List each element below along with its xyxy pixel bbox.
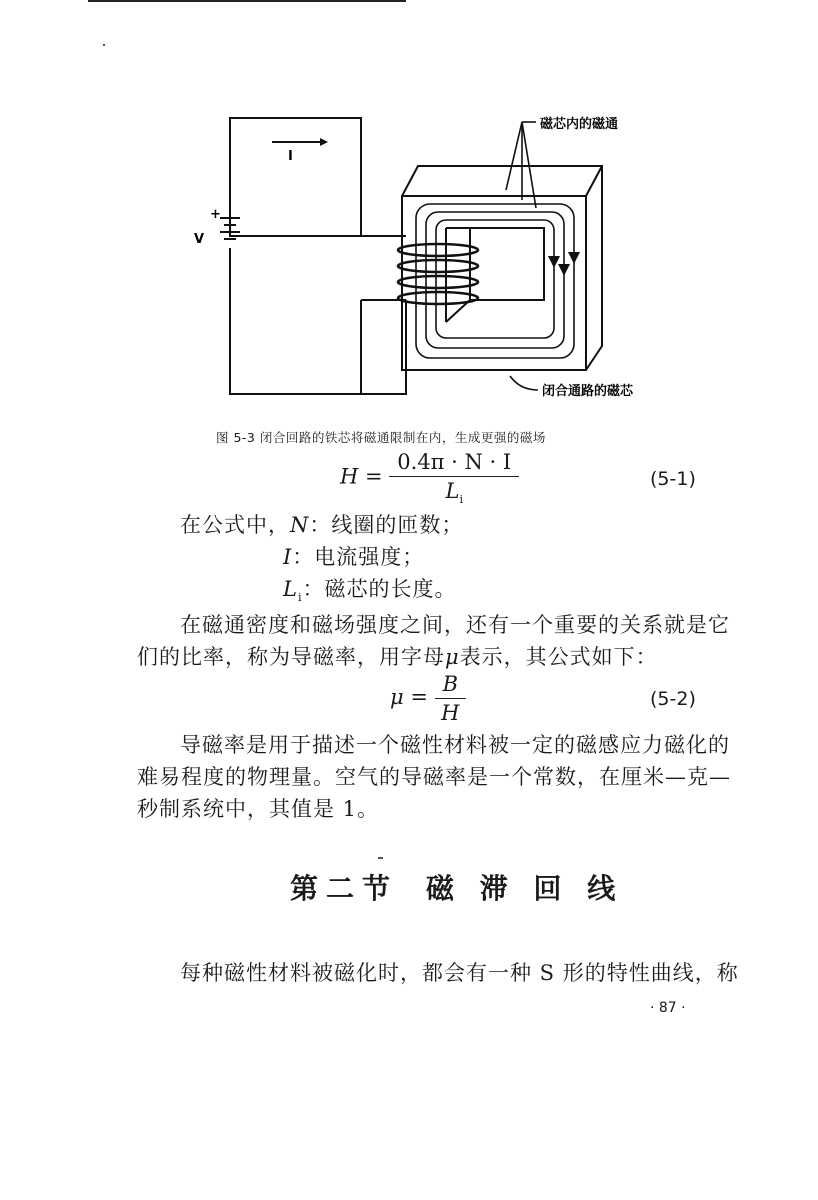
flux-label: 磁芯内的磁通	[540, 117, 619, 132]
equation-number-5-2: (5-2)	[650, 688, 696, 710]
wire-path	[230, 248, 406, 394]
core-leader-line	[510, 376, 538, 390]
legend-line-n: 在公式中，N：线圈的匝数；	[180, 513, 464, 537]
section-heading: 第二节 磁 滞 回 线	[290, 872, 624, 905]
eq1-denominator: $L_i$	[445, 479, 463, 507]
para1-line2: 们的比率，称为导磁率，用字母μ表示，其公式如下：	[137, 645, 658, 669]
circuit-core-diagram	[180, 108, 680, 418]
wire-path	[230, 118, 361, 236]
wire-top-lead	[230, 118, 406, 236]
scan-speck	[103, 44, 105, 46]
para2-line1: 导磁率是用于描述一个磁性材料被一定的磁感应力磁化的	[180, 733, 730, 757]
scan-speck	[378, 857, 383, 859]
top-rule	[88, 0, 406, 2]
voltage-label: V	[194, 232, 205, 247]
eq2-fraction	[435, 672, 466, 725]
eq1-fraction	[389, 450, 519, 506]
figure-caption: 图 5-3 闭合回路的铁芯将磁通限制在内，生成更强的磁场	[216, 430, 546, 445]
plus-label: +	[210, 207, 221, 222]
equation-number-5-1: (5-1)	[650, 468, 696, 490]
eq1-lhs: H =	[340, 464, 383, 489]
para2-line2: 难易程度的物理量。空气的导磁率是一个常数，在厘米—克—	[137, 765, 731, 789]
core-label: 闭合通路的磁芯	[542, 384, 634, 399]
eq1-numerator: 0.4π · N · I	[389, 450, 519, 477]
equation-5-1	[340, 450, 519, 506]
para2-line3: 秒制系统中，其值是 1。	[137, 797, 380, 821]
current-arrow-icon	[272, 138, 328, 146]
eq2-numerator: B	[435, 672, 466, 699]
eq2-lhs: μ =	[390, 685, 428, 709]
page-number: · 87 ·	[650, 1000, 686, 1016]
core-block	[402, 166, 602, 370]
para3-line1: 每种磁性材料被磁化时，都会有一种 S 形的特性曲线，称	[180, 961, 739, 985]
figure-5-3	[180, 108, 680, 418]
equation-5-2	[390, 672, 466, 725]
legend-line-l: $L_i$：磁芯的长度。	[283, 577, 457, 605]
eq2-denominator: H	[441, 701, 460, 725]
current-label: I	[288, 149, 293, 164]
legend-line-i: I：电流强度；	[283, 545, 425, 569]
coil-windings	[398, 244, 478, 304]
para1-line1: 在磁通密度和磁场强度之间，还有一个重要的关系就是它	[180, 613, 730, 637]
